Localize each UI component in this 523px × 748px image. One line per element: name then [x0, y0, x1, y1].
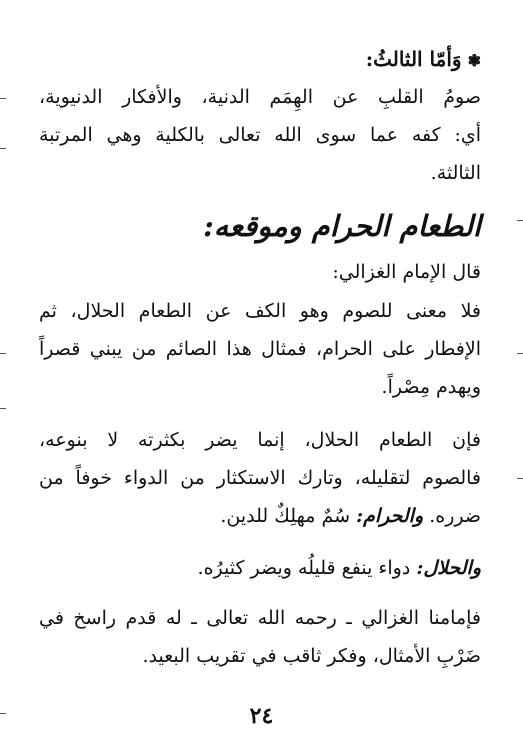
margin-mark [0, 353, 6, 354]
haram-text: سُمٌ مهلِكٌ للدين. [220, 505, 351, 527]
section-three-heading [39, 46, 481, 74]
margin-mark [0, 98, 6, 99]
closing-paragraph-line-1: فإمامنا الغزالي ـ رحمه الله تعالى ـ له قدم راسخ في [39, 607, 481, 629]
haram-line-prefix: ضرره. [429, 505, 481, 527]
margin-mark [0, 408, 6, 409]
section-three-line-3: الثالثة. [430, 162, 481, 184]
ghazali-intro: قال الإمام الغزالي: [332, 261, 481, 283]
closing-paragraph-line-2: ضَرْبِ الأمثال، وفكر ثاقب في تقريب البعيد. [142, 645, 481, 667]
halal-label: والحلال: [416, 557, 481, 579]
section-three-line-1: صومُ القلبِ عن الهِمَم الدنية، والأفكار الدنيوية، [39, 86, 481, 108]
section-three-heading-text: وَأمّا الثالثُ: [365, 47, 462, 71]
haram-label: والحرام: [356, 505, 424, 527]
halal-text: دواء ينفع قليلُه ويضر كثيرُه. [197, 557, 411, 579]
star-bullet-icon: ❃ [467, 51, 481, 70]
food-section-heading: الطعام الحرام وموقعه: [203, 209, 481, 243]
ghazali-paragraph-1-line-2: الإفطار على الحرام، فمثال هذا الصائم من يبني قصراً [39, 338, 481, 360]
ghazali-paragraph-2-line-1: فإن الطعام الحلال، إنما يضر بكثرته لا بنوعه، [39, 429, 481, 451]
margin-mark [517, 220, 523, 221]
ghazali-paragraph-1-line-3: ويهدم مِصْراً. [381, 376, 481, 398]
margin-mark [517, 353, 523, 354]
margin-mark [517, 478, 523, 479]
halal-line [39, 555, 481, 581]
haram-line [39, 503, 481, 529]
page-number: ٢٤ [249, 703, 274, 729]
margin-mark [0, 713, 6, 714]
section-three-line-2: أي: كفه عما سوى الله تعالى بالكلية وهي المرتبة [39, 124, 481, 146]
margin-mark [0, 148, 6, 149]
ghazali-paragraph-1-line-1: فلا معنى للصوم وهو الكف عن الطعام الحلال، ثم [39, 300, 481, 322]
ghazali-paragraph-2-line-2: فالصوم لتقليله، وتارك الاستكثار من الدواء خوفاً من [39, 467, 481, 489]
